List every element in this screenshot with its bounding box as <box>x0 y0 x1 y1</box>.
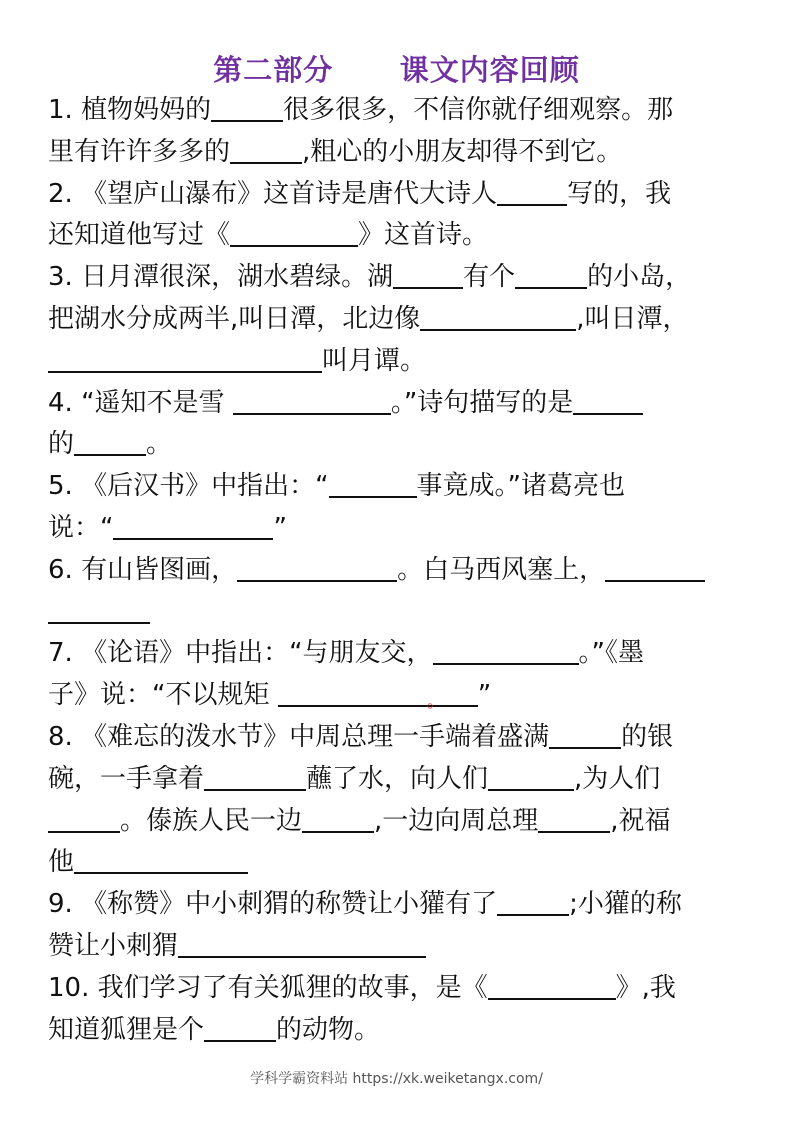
question-2-text: 2. 《望庐山瀑布》这首诗是唐代大诗人 <box>48 178 498 209</box>
question-3-text: 有个 <box>463 262 516 293</box>
question-9-line-2 <box>48 926 748 968</box>
question-8-line-2 <box>48 759 748 801</box>
question-4-text: 4. “遥知不是雪 <box>48 387 233 418</box>
answer-blank[interactable] <box>278 679 478 713</box>
answer-blank[interactable] <box>488 972 616 1000</box>
question-10-line-1 <box>48 968 748 1010</box>
question-list <box>48 90 748 1051</box>
question-8-line-3 <box>48 801 748 843</box>
question-3-text: 把湖水分成两半,叫日潭，北边像 <box>48 303 421 334</box>
answer-blank[interactable] <box>302 805 374 833</box>
question-5-text: ” <box>273 512 287 543</box>
answer-blank[interactable] <box>48 345 322 373</box>
question-7-text: ” <box>477 680 492 711</box>
question-2-text: 还知道他写过《 <box>48 220 231 251</box>
answer-blank[interactable] <box>237 554 397 582</box>
question-8-text: 他 <box>48 847 75 878</box>
question-7-text: 7. 《论语》中指出：“与朋友交， <box>48 638 433 669</box>
question-5-text: 事竟成。”诸葛亮也 <box>416 471 626 502</box>
question-4-line-2 <box>48 424 748 466</box>
question-8-text: ,一边向周总理 <box>374 805 539 836</box>
question-8-text: 碗，一手拿着 <box>48 763 205 794</box>
question-2-text: 写的，我 <box>567 178 672 209</box>
answer-blank[interactable] <box>393 261 463 289</box>
answer-blank[interactable] <box>211 94 283 122</box>
question-9-text: 9. 《称赞》中小刺猬的称赞让小獾有了 <box>48 889 498 920</box>
question-8-line-1 <box>48 717 748 759</box>
section-title: 第二部分 课文内容回顾 <box>213 53 580 87</box>
answer-blank[interactable] <box>204 763 306 791</box>
question-5-text: 说：“ <box>48 512 114 543</box>
question-6-line-1 <box>48 550 748 592</box>
question-1-line-1 <box>48 90 748 132</box>
question-8-text: 8. 《难忘的泼水节》中周总理一手端着盛满 <box>48 721 550 752</box>
question-3-text: 的小岛， <box>587 262 692 293</box>
question-5-text: 5. 《后汉书》中指出：“ <box>48 471 329 502</box>
question-5-line-1 <box>48 466 748 508</box>
answer-blank[interactable] <box>113 512 273 540</box>
answer-blank[interactable] <box>329 470 417 498</box>
question-8-line-4 <box>48 842 748 884</box>
answer-blank[interactable] <box>538 805 610 833</box>
question-7-text: 。”《墨 <box>578 638 645 669</box>
question-3-line-2 <box>48 299 748 341</box>
question-8-text: ,祝福 <box>610 805 671 836</box>
question-9-text: 赞让小刺猬 <box>48 930 179 961</box>
question-8-text: 蘸了水，向人们 <box>306 763 489 794</box>
question-10-text: 10. 我们学习了有关狐狸的故事，是《 <box>48 972 488 1003</box>
question-4-text: 。”诗句描写的是 <box>390 387 574 418</box>
answer-blank[interactable] <box>549 721 621 749</box>
footer-watermark: 学科学霸资料站 https://xk.weiketangx.com/ <box>250 1071 543 1087</box>
answer-blank[interactable] <box>230 136 302 164</box>
answer-blank[interactable] <box>488 763 574 791</box>
question-7-line-1 <box>48 633 748 675</box>
question-2-text: 》这首诗。 <box>358 220 489 251</box>
answer-blank[interactable] <box>573 387 643 415</box>
answer-blank[interactable] <box>230 219 358 247</box>
answer-blank[interactable] <box>605 554 705 582</box>
question-1-text: 1. 植物妈妈的 <box>48 95 212 125</box>
question-3-text: 叫月谭。 <box>322 345 427 376</box>
answer-blank[interactable] <box>48 596 150 624</box>
answer-blank[interactable] <box>515 261 587 289</box>
answer-blank[interactable] <box>178 930 426 958</box>
red-correction-mark: 。 <box>426 691 445 713</box>
answer-blank[interactable] <box>497 888 569 916</box>
question-1-text: ,粗心的小朋友却得不到它。 <box>302 136 623 167</box>
question-10-text: 》,我 <box>615 972 676 1003</box>
question-8-text: 。傣族人民一边 <box>120 805 303 836</box>
answer-blank[interactable] <box>204 1014 276 1042</box>
question-5-line-2 <box>48 508 748 550</box>
question-4-text: 。 <box>146 429 173 460</box>
question-3-line-1 <box>48 257 748 299</box>
question-8-text: 的银 <box>621 721 674 752</box>
question-6-text: 。白马西风塞上， <box>397 554 606 585</box>
question-10-text: 的动物。 <box>276 1014 381 1045</box>
answer-blank[interactable] <box>74 428 146 456</box>
answer-blank[interactable] <box>420 303 576 331</box>
question-3-text: 3. 日月潭很深，湖水碧绿。湖 <box>48 262 394 293</box>
question-7-line-2 <box>48 675 748 717</box>
question-4-text: 的 <box>48 429 75 460</box>
answer-blank[interactable] <box>48 805 120 833</box>
answer-blank[interactable] <box>74 846 248 874</box>
answer-blank[interactable] <box>233 387 391 415</box>
question-4-line-1 <box>48 383 748 425</box>
question-9-text: ;小獾的称 <box>569 889 682 920</box>
question-1-text: 很多很多，不信你就仔细观察。那 <box>283 95 674 125</box>
answer-blank[interactable] <box>433 637 579 665</box>
question-1-text: 里有许许多多的 <box>48 136 231 167</box>
answer-blank[interactable] <box>497 178 567 206</box>
question-2-line-1 <box>48 174 748 216</box>
question-3-line-3 <box>48 341 748 383</box>
question-10-text: 知道狐狸是个 <box>48 1014 205 1045</box>
question-6-line-2 <box>48 592 748 634</box>
question-2-line-2 <box>48 215 748 257</box>
question-1-line-2 <box>48 132 748 174</box>
question-9-line-1 <box>48 884 748 926</box>
question-3-text: ,叫日潭， <box>576 303 689 334</box>
question-6-text: 6. 有山皆图画， <box>48 554 238 585</box>
question-10-line-2 <box>48 1010 748 1052</box>
question-7-text: 子》说：“不以规矩 <box>48 680 278 711</box>
question-8-text: ,为人们 <box>574 763 661 794</box>
